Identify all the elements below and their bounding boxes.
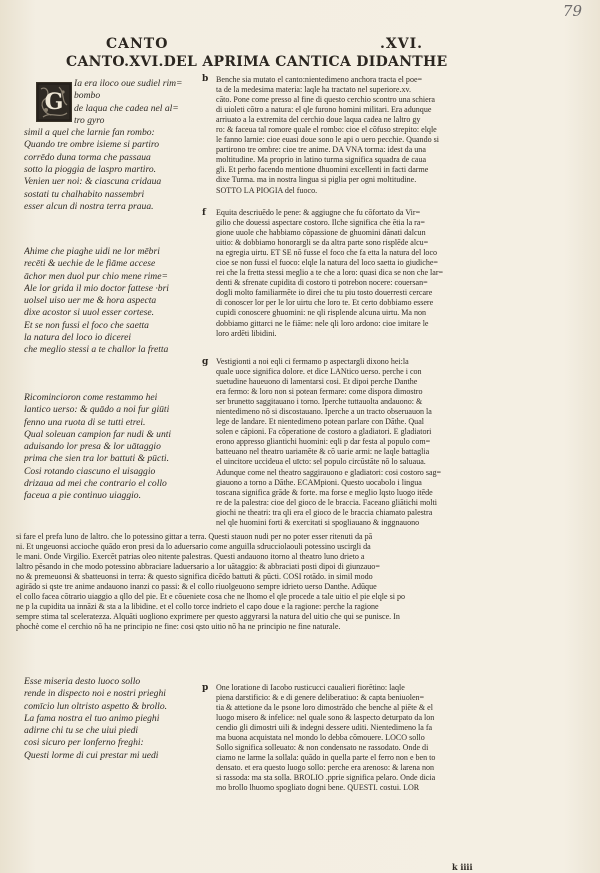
verse-line: Et se non fussi el foco che saetta: [24, 319, 149, 331]
commentary-line: erono appresso gliantichi huomini: eqli p dar festa al populo com=: [216, 437, 431, 447]
commentary-line: uitio: & dobbiamo honorargli se da altra parte sono risplēde alcu=: [216, 238, 429, 248]
verse-line: Qual soleuan campion far nudi & unti: [24, 428, 172, 440]
verse-line: faceua a pie continuo uiaggio.: [24, 490, 141, 502]
verse-line: cosi sicuro per lonferno freghi:: [24, 737, 144, 749]
commentary-line: loro ardēti libidini.: [216, 328, 277, 338]
commentary-line: nel qle huomini forti & exercitati si spogliauano & inggnauono: [216, 517, 420, 527]
commentary-line: quale uoce significa dolore. et dice LANtico uerso. perche i con: [216, 367, 422, 377]
commentary-line: era fermo: & loro non si potean fermare: come dispora dimostro: [216, 387, 423, 397]
commentary-block-1: [216, 75, 498, 196]
verse-line: Venien uer noi: & ciascuna cridaua: [24, 176, 162, 188]
commentary-line: agirādo si qste tre anime andauono inanzi co passi: & el collo riuolgeuono sempre idrieto uerso Danthe. Adūque: [16, 582, 377, 592]
verse-line: adirne chi tu se che uiui piedi: [24, 725, 139, 737]
commentary-line: denti & sfrenate cupidita di costoro ti potrebon nocere: couersan=: [216, 278, 428, 288]
verse-line: comīcio lun oltristo aspetto & brollo.: [24, 700, 168, 712]
commentary-line: gli. Et perho facendo mentione dhuomini excellenti in facti darme: [216, 165, 429, 175]
verse-line: Ricomincioron come restammo hei: [24, 392, 158, 403]
verse-line: Quando tre ombre isieme si partiro: [24, 139, 160, 151]
verse-line: uolsel uiso uer me & hora aspecta: [24, 295, 157, 307]
verse-line: esser alcun di nostra terra praua.: [24, 200, 154, 212]
commentary-line: giauono a torno a Dāthe. ECAMpioni. Questo uocabolo i lingua: [216, 477, 422, 487]
gloss-marker: f: [202, 208, 206, 218]
verse-block-3: [24, 392, 204, 503]
commentary-line: solen e cāpioni. Fa cōperatione de costoro a gladiatori. E gladiatori: [216, 427, 432, 437]
running-header-right: .XVI.: [380, 36, 424, 52]
verse-line: la natura del loco io dicerei: [24, 332, 132, 344]
commentary-line: Adunque come nel theatro saggirauono e gladiatori: cosi costoro sag=: [216, 467, 442, 477]
commentary-full-width: [16, 532, 500, 632]
verse-line: che meglio stessi a te challor la fretta: [24, 344, 169, 356]
verse-line: Questi lorme di cui prestar mi uedi: [24, 749, 159, 761]
commentary-line: ser brunetto saggitauano i torno. Iperche tuttauolta andauono: &: [216, 397, 423, 407]
verse-line: de laqua che cadea nel al=: [74, 102, 179, 114]
gloss-marker: b: [202, 74, 209, 84]
verse-line: bombo: [74, 90, 101, 102]
commentary-line: luogo misero & infelice: nel quale sono & laspecto deturpato da lon: [216, 713, 435, 723]
verse-line: sostati tu chalhabito nassembri: [24, 188, 145, 200]
commentary-line: cioe se non fussi el fuoco: elqle la natura del loco saetta io giudiche=: [216, 258, 438, 268]
commentary-line: Vestigionti a noi eqli ci fermamo p aspectargli dixono hei:la: [216, 357, 409, 366]
verse-line: simil a quel che larnie fan rombo:: [24, 127, 155, 139]
verse-line: āchor men duol pur chio mene rime=: [24, 270, 168, 282]
commentary-line: dogli molto familiarmēte io direi che tu piu tosto douerresti cercare: [216, 288, 433, 298]
gloss-marker: g: [202, 357, 209, 367]
commentary-line: ciamo ne larme la sollala: quādo in quella parte el ferro non e ben to: [216, 753, 436, 763]
commentary-line: partirono tre ombre: cioe tre anime. DA VNA torma: idest da una: [216, 145, 426, 155]
gloss-marker: p: [202, 683, 209, 693]
verse-line: corrēdo duna torma che passaua: [24, 151, 151, 163]
commentary-line: dobbiamo gittarci ne le fiāme: nele qli loro ardono: cioe imitare le: [216, 318, 429, 328]
commentary-line: le mani. Onde Virgilio. Exercēt patrias oleo nitente palestras. Questi andauono itorno al theatro luno drieto a: [16, 552, 365, 562]
commentary-line: mo brollo lhuomo spogliato dogni bene. QUESTI. costui. LOR: [216, 783, 420, 793]
verse-line: dixe acostor si uuol esser cortese.: [24, 307, 155, 319]
verse-line: Ahime che piaghe uidi ne lor mēbri: [24, 246, 160, 257]
commentary-line: ne p la cupidita ua innāzi & sta a la libidine. et el collo torce indrieto el capo doue e la ragione: perche la ragione: [16, 602, 379, 612]
commentary-line: gilio che douessi aspectare costoro. Ilche significa che ētia la ra=: [216, 218, 425, 228]
signature-mark: k iiii: [452, 862, 473, 872]
commentary-block-2: [216, 208, 498, 339]
commentary-line: arriuato a la extremita del cerchio doue laqua cadea ne laltro gy: [216, 115, 421, 125]
commentary-line: rei che la fretta stessi meglio a te che a loro: quasi dica se non che lar=: [216, 268, 444, 278]
commentary-line: di uioleti cōtro a natura: el qle furono homini militari. Era adunque: [216, 105, 432, 115]
commentary-line: Equita descriuēdo le pene: & aggiugne che fu cōfortato da Vir=: [216, 208, 421, 217]
verse-block-4: [24, 676, 209, 762]
commentary-line: cendio gli dimostri uili & indegni dessere uditi. Nientedimeno la fa: [216, 723, 433, 733]
verse-line: La fama nostra el tuo animo pieghi: [24, 712, 160, 724]
commentary-line: toscana significa grāde & forte. ma forse e meglio lqsto luogo itēde: [216, 487, 433, 497]
verse-line: lantico uerso: & quādo a noi fur giūti: [24, 404, 170, 416]
commentary-line: ta de la medesima materia: laqle ha tractato nel superiore.xv.: [216, 85, 411, 95]
verse-block-1: [24, 78, 204, 213]
commentary-line: re de la palestra: cioe del gioco de le braccia. Faceano gliātichi molti: [216, 497, 437, 507]
commentary-line: gione uuole che habbiamo cōpassione de ghuomini dānati dalcun: [216, 228, 426, 238]
verse-block-2: [24, 246, 204, 357]
verse-line: tro gyro: [74, 114, 105, 126]
commentary-block-4: [216, 683, 498, 794]
commentary-line: batteuano nel theatro uariamēte & cō uarie armi: ne laqle battaglia: [216, 447, 430, 457]
commentary-line: na egregia uirtu. ET SE nō fusse el foco che fa etta la natura del loco: [216, 248, 438, 258]
commentary-line: ro: & faceua tal romore quale el rombo: cioe el cōfuso strepito: elqle: [216, 125, 437, 135]
commentary-line: laltro pēsando in che modo potessino abbraciare laduersario a lor uātaggio: & abbraciati posti dipoi di giunzauo=: [16, 562, 380, 572]
verse-line: Esse miseria desto luoco sollo: [24, 676, 141, 687]
commentary-line: piena darstificio: & e di genere deliberatiuo: & capta beniuolen=: [216, 693, 425, 703]
commentary-line: Sollo significa solleuato: & non condensato ne rassodato. Onde di: [216, 743, 429, 753]
commentary-line: SOTTO LA PIOGIA del fuoco.: [216, 185, 318, 195]
commentary-line: suetudine haueuono di lamentarsi cosi. Et dipoi perche Danthe: [216, 377, 418, 387]
canto-title: CANTO.XVI.DEL APRIMA CANTICA DIDANTHE: [66, 54, 448, 70]
verse-line: rende in dispecto noi e nostri prieghi: [24, 688, 166, 700]
commentary-line: nientedimeno nō si discostauano. Iperche a un tracto obseruauon la: [216, 407, 432, 417]
commentary-line: giochi ne theatri: tra qli era el gioco de le braccia chiamato palestra: [216, 507, 433, 517]
verse-line: Cosi rotando ciascuno el uisaggio: [24, 465, 156, 477]
commentary-line: cupidi conoscere ghuomini: ne qli risplende alcuna uirtu. Ma non: [216, 308, 427, 318]
verse-line: Ia era iloco oue sudiel rim=: [74, 78, 183, 89]
commentary-line: phochè come el cerchio nō ha ne principio ne fine: cosi qsto uitio nō ha ne principio ne fine naturale.: [16, 622, 341, 632]
commentary-block-3: [216, 357, 498, 528]
commentary-line: el uincitore uccideua el uīcto: sel populo circūstāte nō lo saluaua.: [216, 457, 426, 467]
commentary-line: ma buona acquistata nel mondo lo debba cōmouere. LOCO sollo: [216, 733, 425, 743]
running-header-left: CANTO: [106, 36, 169, 52]
commentary-line: Benche sia mutato el canto:nientedimeno anchora tracta el poe=: [216, 75, 423, 84]
verse-line: drizaua ad mei che contrario el collo: [24, 478, 167, 490]
commentary-line: moltitudine. Ma proprio in latino turma significa squadra de caua: [216, 155, 427, 165]
commentary-line: el collo facea cōtrario uiaggio a qllo del pie. Et e cōueniete cosa che ne lhomo el qle procede a tale uitio el pie elqle si po: [16, 592, 405, 602]
commentary-line: di conoscer lor per le lor uirtu che loro te. Et certo dobbiamo essere: [216, 298, 434, 308]
folio-number: 79: [562, 2, 582, 20]
commentary-line: si fare el prefa luno de laltro. che lo potessino gittar a terra. Questi stauon nudi per no poter esser ritenuti da pā: [16, 532, 373, 541]
verse-line: prima che sien tra lor battuti & pūcti.: [24, 453, 169, 465]
commentary-line: no & premeuonsi & sbatteuonsi in terra: & questo significa dicēdo battuti & pūcti. COSI rotādo. in simil modo: [16, 572, 373, 582]
verse-line: fenno una ruota di se tutti etrei.: [24, 416, 146, 428]
commentary-line: cāto. Pone come presso al fine di questo cerchio scontro una schiera: [216, 95, 435, 105]
commentary-line: lege de landare. Et nientedimeno potean parlare con Dāthe. Qual: [216, 417, 425, 427]
commentary-line: ni. Et ungeuonsi accioche quādo eron presi da lo aduersario come anguilla sdrucciolaouli potessino uscirgli da: [16, 542, 371, 552]
verse-line: aduisando lor presa & lor uātaggio: [24, 441, 161, 453]
commentary-line: tia & attetione da le psone loro dimostrādo che benche al piēte & el: [216, 703, 433, 713]
commentary-line: dixe Turma. ma in nostra lingua si piglia per ogni moltitudine.: [216, 175, 417, 185]
commentary-line: densato. et era questo luogo sollo: perche era arenoso: & larena non: [216, 763, 435, 773]
verse-line: sotto la pioggia de laspro martiro.: [24, 164, 157, 176]
commentary-line: sempre stima tal sceleratezza. Alquāti uogliono exprimere per questo aggyrarsi la natura del uitio che qui se punisce. In: [16, 612, 400, 622]
commentary-line: One loratione di Iacobo rusticucci caualieri fiorētino: laqle: [216, 683, 405, 692]
svg-text:G: G: [44, 89, 64, 115]
verse-line: recēti & uechie de le fiāme accese: [24, 258, 156, 270]
commentary-line: si rassoda: ma sta solla. BROLIO .pprie significa pelaro. Onde dicia: [216, 773, 436, 783]
commentary-line: le fanno larnie: cioe euasi doue sono le api o uero pecchie. Quando si: [216, 135, 439, 145]
verse-line: Ale lor grida il mio doctor fattese ·bri: [24, 282, 169, 294]
